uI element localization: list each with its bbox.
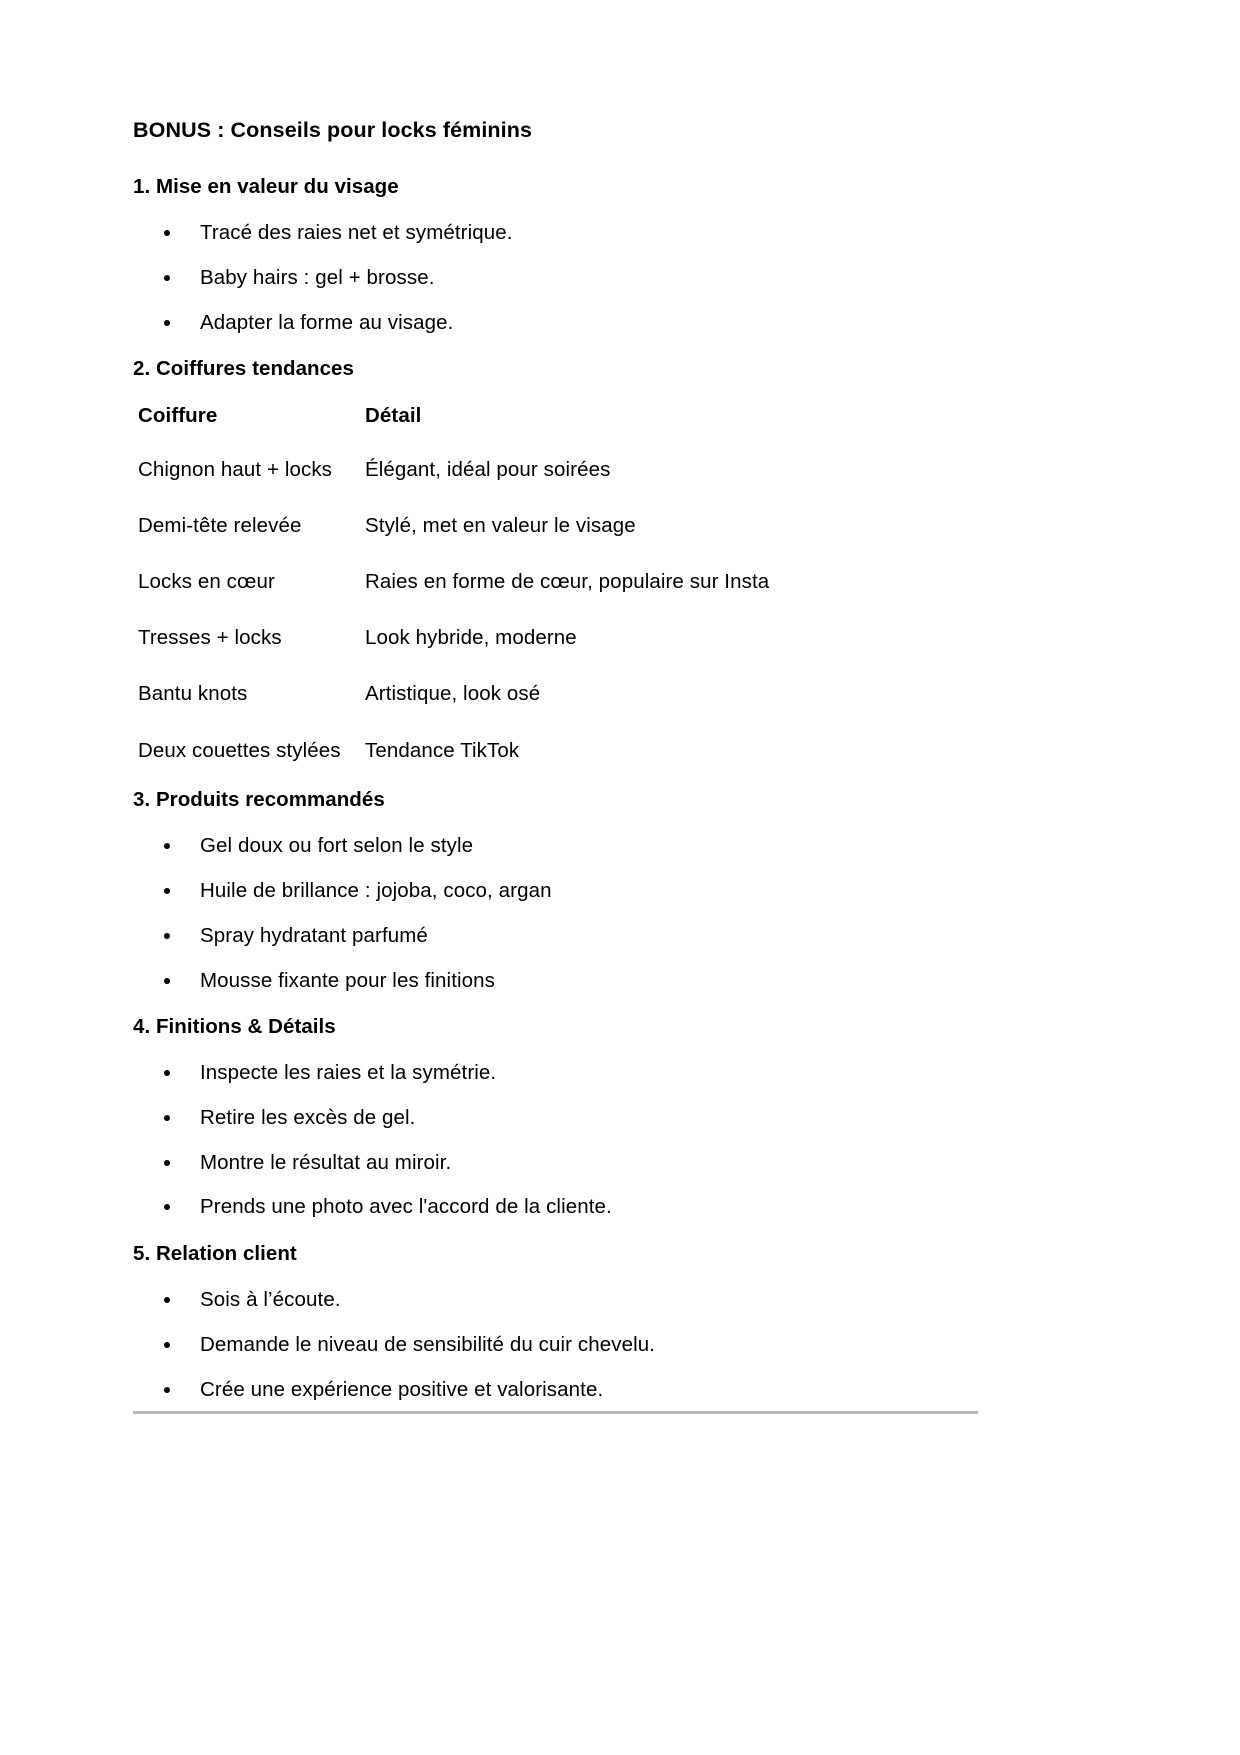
list-item-text: Tracé des raies net et symétrique. (200, 221, 513, 245)
bullet-icon (164, 1387, 170, 1393)
list-item (133, 311, 1100, 335)
section-heading-3: 3. Produits recommandés (133, 787, 385, 811)
list-item (133, 1151, 1100, 1175)
list-item (133, 924, 1100, 948)
cell-detail: Look hybride, moderne (365, 626, 577, 650)
bullet-icon (164, 275, 170, 281)
list-item-text: Sois à l’écoute. (200, 1288, 341, 1312)
column-header-detail: Détail (365, 403, 422, 427)
section-heading-5: 5. Relation client (133, 1241, 297, 1265)
list-item (133, 1378, 1100, 1402)
cell-coiffure: Tresses + locks (138, 626, 282, 650)
bullet-icon (164, 1204, 170, 1210)
table-row (138, 626, 898, 682)
table-row (138, 682, 898, 738)
bullet-icon (164, 1342, 170, 1348)
bullet-icon (164, 1115, 170, 1121)
section-heading-2: 2. Coiffures tendances (133, 356, 354, 380)
list-item (133, 1288, 1100, 1312)
column-header-coiffure: Coiffure (138, 403, 218, 427)
bullet-list-5 (133, 1288, 1100, 1402)
list-item (133, 1333, 1100, 1357)
cell-coiffure: Chignon haut + locks (138, 457, 333, 481)
section-heading-1: 1. Mise en valeur du visage (133, 174, 399, 198)
table-row (138, 514, 898, 570)
page-title: BONUS : Conseils pour locks féminins (133, 118, 533, 142)
list-item (133, 969, 1100, 993)
list-item-text: Retire les excès de gel. (200, 1105, 416, 1129)
list-item-text: Demande le niveau de sensibilité du cuir chevelu. (200, 1332, 656, 1356)
list-item-text: Huile de brillance : jojoba, coco, argan (200, 879, 552, 903)
coiffures-table (138, 404, 898, 763)
cell-detail: Raies en forme de cœur, populaire sur Insta (365, 570, 770, 594)
list-item (133, 1061, 1100, 1085)
cell-detail: Stylé, met en valeur le visage (365, 513, 636, 537)
list-item-text: Prends une photo avec l'accord de la cliente. (200, 1195, 612, 1219)
cell-detail: Tendance TikTok (365, 738, 520, 762)
list-item (133, 834, 1100, 858)
bullet-list-3 (133, 834, 1100, 992)
cell-coiffure: Deux couettes stylées (138, 738, 341, 762)
list-item-text: Adapter la forme au visage. (200, 310, 454, 334)
bullet-icon (164, 933, 170, 939)
list-item-text: Gel doux ou fort selon le style (200, 834, 474, 858)
list-item-text: Inspecte les raies et la symétrie. (200, 1061, 497, 1085)
list-item-text: Spray hydratant parfumé (200, 923, 428, 947)
bullet-icon (164, 1160, 170, 1166)
cell-coiffure: Bantu knots (138, 682, 248, 706)
list-item-text: Crée une expérience positive et valorisante. (200, 1377, 604, 1401)
list-item-text: Mousse fixante pour les finitions (200, 968, 496, 992)
bullet-icon (164, 1070, 170, 1076)
bullet-icon (164, 978, 170, 984)
list-item (133, 266, 1100, 290)
bullet-icon (164, 888, 170, 894)
list-item-text: Baby hairs : gel + brosse. (200, 266, 435, 290)
cell-coiffure: Locks en cœur (138, 570, 275, 594)
list-item (133, 1106, 1100, 1130)
table-row (138, 739, 898, 763)
table-row (138, 570, 898, 626)
list-item (133, 879, 1100, 903)
bullet-list-1 (133, 221, 1100, 335)
bullet-list-4 (133, 1061, 1100, 1219)
list-item (133, 221, 1100, 245)
cell-coiffure: Demi-tête relevée (138, 513, 302, 537)
list-item (133, 1195, 1100, 1219)
section-heading-4: 4. Finitions & Détails (133, 1014, 336, 1038)
cell-detail: Artistique, look osé (365, 682, 541, 706)
coiffures-table-wrapper (133, 404, 1100, 763)
table-row (138, 458, 898, 514)
bullet-icon (164, 1297, 170, 1303)
list-item-text: Montre le résultat au miroir. (200, 1150, 452, 1174)
table-header-row (138, 404, 898, 458)
bullet-icon (164, 843, 170, 849)
cell-detail: Élégant, idéal pour soirées (365, 457, 611, 481)
footer-divider (133, 1411, 978, 1414)
bullet-icon (164, 230, 170, 236)
bullet-icon (164, 320, 170, 326)
